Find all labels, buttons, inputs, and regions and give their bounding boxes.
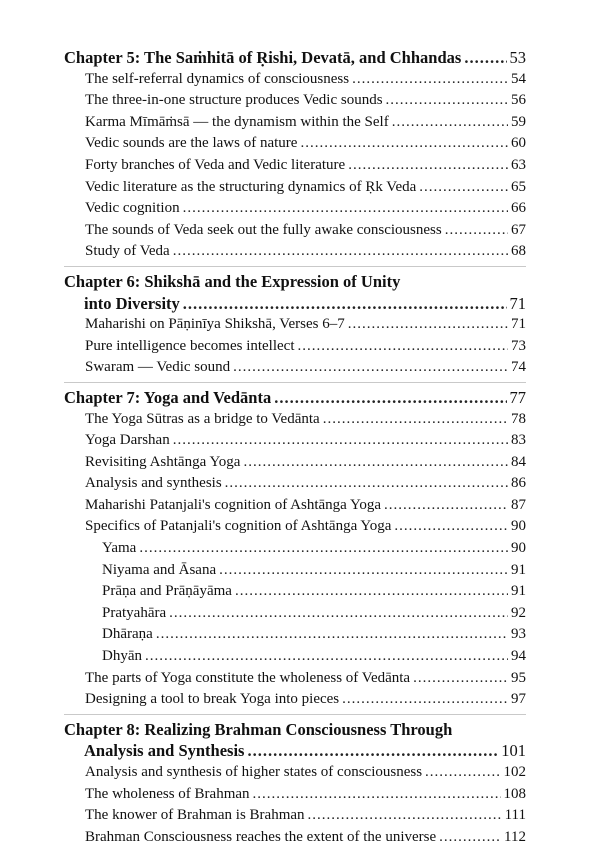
entry-title: Analysis and synthesis bbox=[85, 475, 222, 492]
dot-leader bbox=[274, 387, 506, 409]
dot-leader bbox=[348, 314, 508, 336]
page-number: 95 bbox=[511, 669, 526, 686]
page-number: 94 bbox=[511, 648, 526, 665]
dot-leader bbox=[445, 220, 508, 242]
toc-entry[interactable] bbox=[64, 112, 526, 134]
page-number: 63 bbox=[511, 156, 526, 173]
entry-title: The sounds of Veda seek out the fully awake consciousness bbox=[85, 221, 442, 238]
page-number: 67 bbox=[511, 221, 526, 238]
page-number: 77 bbox=[509, 387, 526, 407]
page-number: 101 bbox=[501, 741, 526, 761]
dot-leader bbox=[233, 357, 508, 379]
toc-entry[interactable] bbox=[64, 177, 526, 199]
page-number: 90 bbox=[511, 540, 526, 557]
entry-title: Specifics of Patanjali's cognition of Ashtānga Yoga bbox=[85, 518, 392, 535]
table-of-contents bbox=[64, 47, 526, 848]
chapter-heading-line: Chapter 8: Realizing Brahman Consciousness Through bbox=[64, 719, 453, 739]
entry-title: Analysis and Synthesis bbox=[84, 741, 245, 761]
dot-leader bbox=[145, 646, 508, 668]
dot-leader bbox=[156, 624, 508, 646]
entry-title: Chapter 7: Yoga and Vedānta bbox=[64, 387, 272, 407]
entry-title: Dhyān bbox=[102, 648, 142, 665]
toc-entry[interactable] bbox=[64, 473, 526, 495]
dot-leader bbox=[342, 689, 508, 711]
chapter-heading[interactable] bbox=[64, 387, 526, 409]
toc-subentry[interactable] bbox=[64, 581, 526, 603]
toc-entry[interactable] bbox=[64, 198, 526, 220]
page-number: 56 bbox=[511, 92, 526, 109]
page-number: 53 bbox=[509, 48, 526, 67]
toc-entry[interactable] bbox=[64, 516, 526, 538]
toc-subentry[interactable] bbox=[64, 603, 526, 625]
page-number: 111 bbox=[504, 807, 526, 824]
page-number: 71 bbox=[511, 316, 526, 333]
dot-leader bbox=[392, 112, 508, 134]
entry-title: Designing a tool to break Yoga into pieces bbox=[85, 691, 340, 708]
entry-title: The knower of Brahman is Brahman bbox=[85, 807, 305, 824]
dot-leader bbox=[243, 452, 508, 474]
toc-entry[interactable] bbox=[64, 90, 526, 112]
entry-title: Niyama and Āsana bbox=[102, 561, 217, 578]
page-number: 65 bbox=[511, 178, 526, 195]
dot-leader bbox=[219, 560, 508, 582]
page-number: 97 bbox=[511, 691, 526, 708]
page-number: 108 bbox=[503, 785, 526, 802]
toc-subentry[interactable] bbox=[64, 560, 526, 582]
entry-title: The three-in-one structure produces Vedic sounds bbox=[85, 92, 383, 109]
page-number: 59 bbox=[511, 113, 526, 130]
entry-title: Swaram — Vedic sound bbox=[85, 359, 231, 376]
dot-leader bbox=[169, 603, 508, 625]
page-number: 92 bbox=[511, 604, 526, 621]
page-number: 71 bbox=[509, 293, 526, 313]
dot-leader bbox=[384, 495, 508, 517]
page-number: 73 bbox=[511, 337, 526, 354]
entry-title: into Diversity bbox=[84, 293, 180, 313]
page-number: 112 bbox=[504, 828, 526, 845]
chapter-block bbox=[64, 47, 526, 263]
toc-entry[interactable] bbox=[64, 241, 526, 263]
entry-title: The Yoga Sūtras as a bridge to Vedānta bbox=[85, 410, 320, 427]
entry-title: Maharishi on Pāṇinīya Shikshā, Verses 6–7 bbox=[85, 316, 345, 333]
toc-subentry[interactable] bbox=[64, 538, 526, 560]
dot-leader bbox=[413, 668, 508, 690]
dot-leader bbox=[247, 740, 498, 762]
entry-title: Dhāraṇa bbox=[102, 626, 153, 643]
entry-title: Forty branches of Veda and Vedic literature bbox=[85, 156, 346, 173]
toc-entry[interactable] bbox=[64, 409, 526, 431]
dot-leader bbox=[386, 90, 508, 112]
page-number: 91 bbox=[511, 561, 526, 578]
dot-leader bbox=[419, 177, 508, 199]
toc-entry[interactable] bbox=[64, 133, 526, 155]
toc-entry[interactable] bbox=[64, 155, 526, 177]
toc-entry[interactable] bbox=[64, 69, 526, 91]
toc-entry[interactable] bbox=[64, 452, 526, 474]
toc-entry[interactable] bbox=[64, 336, 526, 358]
entry-title: Pure intelligence becomes intellect bbox=[85, 337, 295, 354]
chapter-block bbox=[64, 382, 526, 711]
page-number: 83 bbox=[511, 432, 526, 449]
chapter-block bbox=[64, 714, 526, 849]
entry-title: Prāṇa and Prāṇāyāma bbox=[102, 583, 232, 600]
chapter-block bbox=[64, 266, 526, 379]
dot-leader bbox=[394, 516, 508, 538]
page-number: 66 bbox=[511, 200, 526, 217]
entry-title: Vedic literature as the structuring dynamics of Ṛk Veda bbox=[85, 178, 417, 195]
page-number: 86 bbox=[511, 475, 526, 492]
page-number: 74 bbox=[511, 359, 526, 376]
entry-title: Yama bbox=[102, 540, 137, 557]
entry-title: Study of Veda bbox=[85, 243, 170, 260]
entry-title: The self-referral dynamics of consciousness bbox=[85, 70, 350, 87]
toc-entry[interactable] bbox=[64, 805, 526, 827]
page-number: 90 bbox=[511, 518, 526, 535]
page-number: 84 bbox=[511, 453, 526, 470]
page-number: 54 bbox=[511, 70, 526, 87]
entry-title: The parts of Yoga constitute the wholeness of Vedānta bbox=[85, 669, 411, 686]
page-number: 60 bbox=[511, 135, 526, 152]
entry-title: Maharishi Patanjali's cognition of Ashtānga Yoga bbox=[85, 496, 382, 513]
page-number: 78 bbox=[511, 410, 526, 427]
chapter-heading[interactable] bbox=[64, 740, 526, 762]
dot-leader bbox=[300, 133, 508, 155]
toc-entry[interactable] bbox=[64, 357, 526, 379]
dot-leader bbox=[183, 293, 507, 315]
toc-entry[interactable] bbox=[64, 762, 526, 784]
entry-title: Chapter 5: The Saṁhitā of Ṛishi, Devatā, and Chhandas bbox=[64, 48, 462, 67]
entry-title: Yoga Darshan bbox=[85, 432, 170, 449]
dot-leader bbox=[173, 241, 508, 263]
toc-entry[interactable] bbox=[64, 430, 526, 452]
dot-leader bbox=[235, 581, 508, 603]
dot-leader bbox=[348, 155, 508, 177]
toc-entry[interactable] bbox=[64, 220, 526, 242]
toc-subentry[interactable] bbox=[64, 646, 526, 668]
dot-leader bbox=[298, 336, 508, 358]
entry-title: Vedic sounds are the laws of nature bbox=[85, 135, 298, 152]
page-number: 68 bbox=[511, 243, 526, 260]
dot-leader bbox=[253, 784, 501, 806]
dot-leader bbox=[308, 805, 502, 827]
toc-entry[interactable] bbox=[64, 668, 526, 690]
toc-subentry[interactable] bbox=[64, 624, 526, 646]
toc-entry[interactable] bbox=[64, 827, 526, 849]
page-number: 102 bbox=[503, 764, 526, 780]
entry-title: Brahman Consciousness reaches the extent of the universe bbox=[85, 828, 437, 845]
toc-entry[interactable] bbox=[64, 784, 526, 806]
dot-leader bbox=[425, 762, 500, 784]
dot-leader bbox=[139, 538, 508, 560]
dot-leader bbox=[183, 198, 508, 220]
toc-entry[interactable] bbox=[64, 314, 526, 336]
dot-leader bbox=[173, 430, 508, 452]
entry-title: Analysis and synthesis of higher states of consciousness bbox=[85, 764, 423, 780]
toc-entry[interactable] bbox=[64, 495, 526, 517]
chapter-heading[interactable] bbox=[64, 293, 526, 315]
page-number: 93 bbox=[511, 626, 526, 643]
entry-title: Karma Mīmāṁsā — the dynamism within the Self bbox=[85, 113, 389, 130]
chapter-heading[interactable] bbox=[64, 47, 526, 69]
entry-title: The wholeness of Brahman bbox=[85, 785, 250, 802]
dot-leader bbox=[439, 827, 501, 849]
entry-title: Revisiting Ashtānga Yoga bbox=[85, 453, 241, 470]
dot-leader bbox=[464, 47, 506, 69]
dot-leader bbox=[323, 409, 508, 431]
toc-entry[interactable] bbox=[64, 689, 526, 711]
chapter-heading-line: Chapter 6: Shikshā and the Expression of Unity bbox=[64, 271, 401, 291]
dot-leader bbox=[225, 473, 508, 495]
page-number: 91 bbox=[511, 583, 526, 600]
entry-title: Pratyahāra bbox=[102, 604, 167, 621]
dot-leader bbox=[352, 69, 508, 91]
entry-title: Vedic cognition bbox=[85, 200, 180, 217]
page-number: 87 bbox=[511, 496, 526, 513]
